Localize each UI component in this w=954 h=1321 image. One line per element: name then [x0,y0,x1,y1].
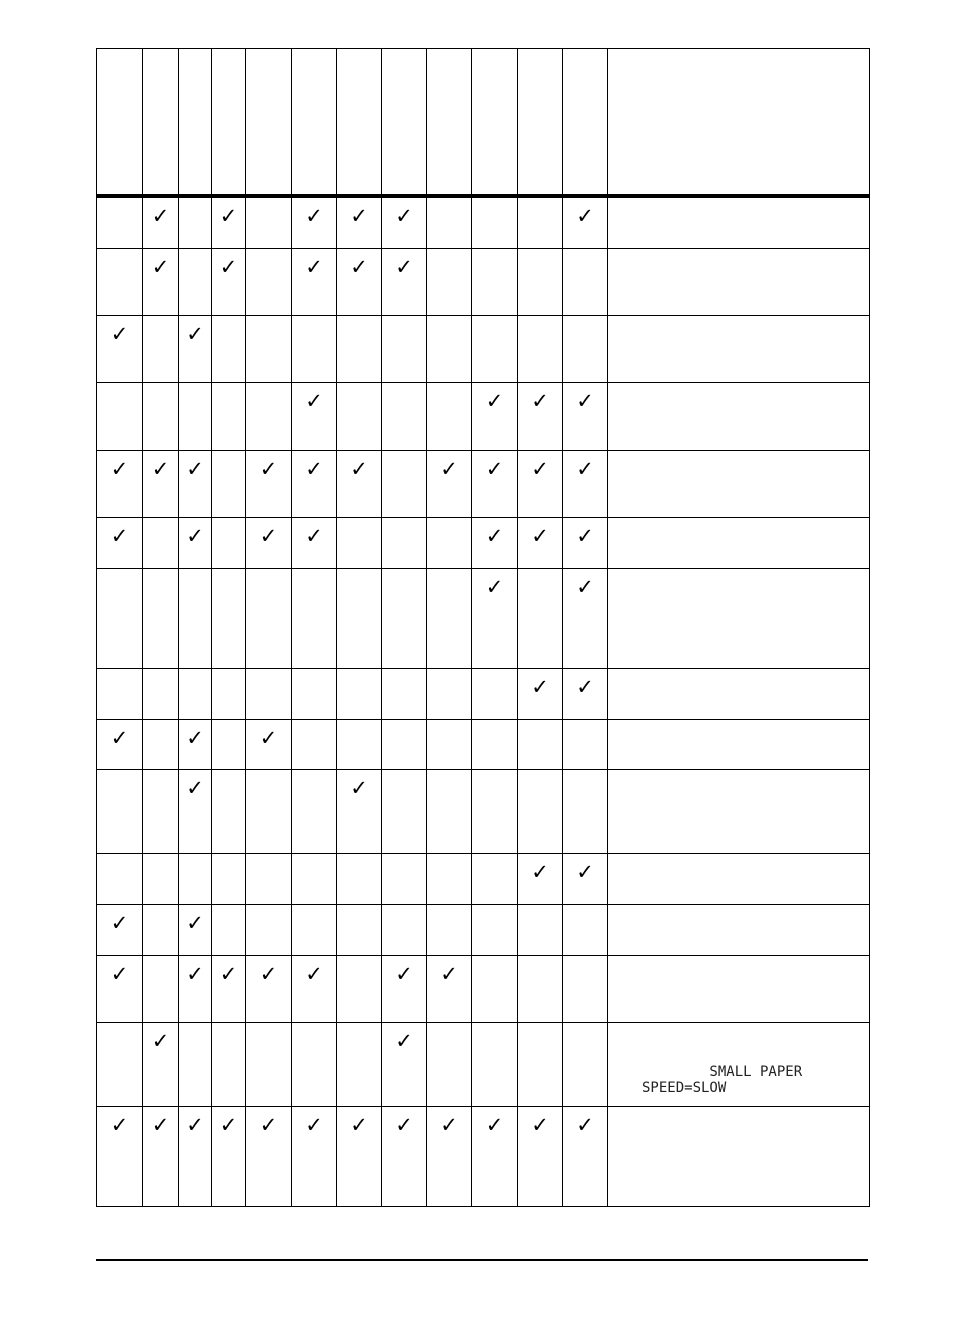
table-cell [212,568,246,668]
table-cell [427,196,472,248]
table-cell [179,955,212,1022]
table-cell [518,1106,563,1206]
checkmark-icon: ✓ [259,523,278,548]
checkmark-icon: ✓ [350,456,368,481]
table-cell [143,248,179,315]
table-cell [337,248,382,315]
table-cell [472,955,518,1022]
header-cell-col10 [472,49,518,197]
checkmark-icon: ✓ [151,254,170,279]
table-cell [179,196,212,248]
checkmark-icon: ✓ [151,456,170,481]
table-cell [472,1106,518,1206]
table-cell [143,1106,179,1206]
table-cell [382,248,427,315]
header-cell-description [608,49,870,197]
checkmark-icon: ✓ [110,910,129,935]
checkmark-icon: ✓ [350,204,368,228]
table-cell [563,668,608,719]
checkmark-icon: ✓ [151,204,170,228]
checkmark-icon: ✓ [259,456,278,481]
table-cell [292,196,337,248]
table-row [97,450,870,517]
checkmark-icon: ✓ [186,523,204,548]
checkmark-icon: ✓ [485,574,504,599]
table-cell [143,517,179,568]
checkmark-icon: ✓ [395,204,413,228]
table-cell [143,853,179,904]
table-cell [143,1022,179,1106]
description-cell [608,668,870,719]
header-cell-col11 [518,49,563,197]
table-cell [518,668,563,719]
table-cell [143,769,179,853]
table-cell [563,196,608,248]
table-cell [472,382,518,450]
table-row [97,382,870,450]
table-cell [97,1106,143,1206]
table-cell [427,1022,472,1106]
table-cell [179,248,212,315]
table-cell [472,517,518,568]
table-cell [246,853,292,904]
table-cell [563,904,608,955]
description-cell [608,1022,870,1106]
checkmark-icon: ✓ [485,523,504,548]
table-cell [472,248,518,315]
table-cell [179,315,212,382]
table-cell [246,568,292,668]
table-cell [382,1022,427,1106]
table-row [97,719,870,769]
table-cell [518,315,563,382]
checkmark-icon: ✓ [219,204,238,228]
table-cell [563,315,608,382]
checkmark-icon: ✓ [576,574,594,599]
table-cell [179,568,212,668]
checkmark-icon: ✓ [305,456,323,481]
description-cell [608,1106,870,1206]
table-cell [179,1022,212,1106]
checkmark-icon: ✓ [440,961,458,986]
checkmark-icon: ✓ [440,456,458,481]
table-row [97,668,870,719]
header-cell-col4 [212,49,246,197]
table-cell [518,904,563,955]
table-cell [563,719,608,769]
checkmark-icon: ✓ [531,859,549,884]
table-cell [337,196,382,248]
checkmark-icon: ✓ [395,1028,413,1053]
table-cell [427,853,472,904]
table-cell [427,719,472,769]
table-cell [212,196,246,248]
table-cell [518,1022,563,1106]
checkmark-icon: ✓ [576,456,594,481]
checkmark-icon: ✓ [110,523,129,548]
table-cell [472,668,518,719]
header-cell-col1 [97,49,143,197]
checkmark-icon: ✓ [110,321,129,346]
table-cell [472,719,518,769]
table-cell [382,568,427,668]
table-cell [518,719,563,769]
table-cell [292,568,337,668]
table-cell [292,955,337,1022]
checkmark-icon: ✓ [485,1112,504,1137]
table-cell [472,315,518,382]
table-cell [337,382,382,450]
table-cell [292,450,337,517]
checkmark-icon: ✓ [186,775,204,800]
header-cell-col12 [563,49,608,197]
table-cell [518,853,563,904]
table-cell [246,1022,292,1106]
table-cell [427,248,472,315]
table-cell [337,315,382,382]
table-cell [292,719,337,769]
table-cell [97,568,143,668]
table-cell [427,904,472,955]
description-cell [608,769,870,853]
header-cell-col3 [179,49,212,197]
table-cell [563,1022,608,1106]
checkmark-icon: ✓ [151,1112,170,1137]
table-cell [518,568,563,668]
checkmark-icon: ✓ [305,1112,323,1137]
table-cell [212,1022,246,1106]
table-cell [518,955,563,1022]
table-row [97,1106,870,1206]
description-cell [608,517,870,568]
table-cell [97,668,143,719]
table-cell [143,719,179,769]
table-cell [518,769,563,853]
table-cell [382,517,427,568]
checkmark-icon: ✓ [305,388,323,413]
table-cell [143,382,179,450]
checkmark-icon: ✓ [531,456,549,481]
table-cell [563,450,608,517]
checkmark-icon: ✓ [219,254,238,279]
table-cell [97,517,143,568]
table-cell [563,517,608,568]
table-cell [97,904,143,955]
table-cell [292,904,337,955]
table-cell [337,1022,382,1106]
table-cell [337,450,382,517]
checkmark-icon: ✓ [395,961,413,986]
description-cell [608,853,870,904]
table-cell [563,248,608,315]
table-cell [179,719,212,769]
table-cell [292,1106,337,1206]
checkmark-icon: ✓ [576,388,594,413]
header-cell-col5 [246,49,292,197]
table-cell [179,382,212,450]
table-cell [179,769,212,853]
description-cell [608,904,870,955]
table-cell [246,248,292,315]
table-cell [518,450,563,517]
table-cell [246,955,292,1022]
checkmark-icon: ✓ [531,674,549,699]
table-cell [382,450,427,517]
table-cell [563,382,608,450]
checkmark-icon: ✓ [186,910,204,935]
table-cell [246,668,292,719]
table-cell [212,382,246,450]
table-row [97,568,870,668]
table-cell [472,568,518,668]
table-cell [472,1022,518,1106]
table-cell [382,853,427,904]
checkmark-icon: ✓ [151,1028,170,1053]
table-cell [143,904,179,955]
table-cell [246,196,292,248]
header-row [97,49,870,197]
table-cell [427,315,472,382]
description-cell [608,315,870,382]
table-cell [427,1106,472,1206]
table-cell [97,315,143,382]
table-cell [212,904,246,955]
table-cell [427,382,472,450]
table-cell [382,769,427,853]
table-cell [292,382,337,450]
table-cell [472,196,518,248]
table-cell [382,382,427,450]
checkmark-icon: ✓ [485,456,504,481]
table-cell [427,450,472,517]
table-row [97,248,870,315]
table-cell [292,668,337,719]
checkmark-icon: ✓ [219,961,238,986]
table-cell [179,450,212,517]
description-cell [608,719,870,769]
table-cell [472,769,518,853]
table-cell [97,196,143,248]
table-row [97,517,870,568]
table-cell [427,955,472,1022]
checkmark-icon: ✓ [186,456,204,481]
table-row [97,769,870,853]
checkmark-icon: ✓ [259,725,278,750]
checkmark-icon: ✓ [110,961,129,986]
checkmark-icon: ✓ [305,961,323,986]
table-cell [143,196,179,248]
header-cell-col8 [382,49,427,197]
checkmark-icon: ✓ [110,725,129,750]
table-cell [337,1106,382,1206]
table-cell [382,955,427,1022]
table-row [97,955,870,1022]
table-cell [337,568,382,668]
table-cell [427,769,472,853]
description-cell [608,196,870,248]
table-cell [143,450,179,517]
table-cell [246,517,292,568]
table-cell [382,904,427,955]
table-cell [143,668,179,719]
table-cell [212,450,246,517]
control-panel-message [642,1064,802,1096]
checkmark-icon: ✓ [395,254,413,279]
table-cell [212,769,246,853]
message-line: SPEED=SLOW [642,1079,727,1096]
table-cell [212,955,246,1022]
table-cell [246,1106,292,1206]
table-cell [246,382,292,450]
table-cell [97,450,143,517]
checkmark-icon: ✓ [186,1112,204,1137]
table-cell [97,853,143,904]
table-cell [179,853,212,904]
table-cell [427,668,472,719]
checkmark-icon: ✓ [259,1112,278,1137]
table-cell [337,517,382,568]
table-cell [337,668,382,719]
checkmark-icon: ✓ [350,1112,368,1137]
table-cell [337,719,382,769]
table-cell [292,853,337,904]
checkmark-icon: ✓ [110,1112,129,1137]
table-cell [143,568,179,668]
table-cell [518,196,563,248]
header-cell-col2 [143,49,179,197]
footer-rule [96,1259,868,1261]
header-cell-col9 [427,49,472,197]
checkmark-icon: ✓ [395,1112,413,1137]
table-cell [427,517,472,568]
checkmark-icon: ✓ [576,1112,594,1137]
table-cell [246,450,292,517]
table-cell [563,769,608,853]
table-cell [382,1106,427,1206]
table-cell [246,719,292,769]
table-cell [563,568,608,668]
table-cell [563,853,608,904]
checkmark-icon: ✓ [576,523,594,548]
table-cell [212,1106,246,1206]
table-cell [179,1106,212,1206]
table-cell [382,196,427,248]
table-cell [337,853,382,904]
checkmark-icon: ✓ [576,674,594,699]
table-cell [563,1106,608,1206]
checkmark-icon: ✓ [350,775,368,800]
checkmark-icon: ✓ [186,321,204,346]
table-cell [212,853,246,904]
table-cell [97,382,143,450]
table-cell [179,517,212,568]
table-cell [246,769,292,853]
checkmark-icon: ✓ [531,388,549,413]
matrix-body [97,196,870,1206]
checkmark-icon: ✓ [576,859,594,884]
checkmark-icon: ✓ [350,254,368,279]
table-cell [246,315,292,382]
table-cell [212,248,246,315]
table-cell [212,315,246,382]
compatibility-matrix [96,48,870,1207]
header-cell-col7 [337,49,382,197]
checkmark-icon: ✓ [219,1112,238,1137]
table-cell [337,904,382,955]
table-cell [97,719,143,769]
table-cell [382,315,427,382]
checkmark-icon: ✓ [531,523,549,548]
table-cell [143,315,179,382]
table-cell [212,719,246,769]
table-cell [97,769,143,853]
table-cell [518,248,563,315]
table-cell [97,955,143,1022]
checkmark-icon: ✓ [485,388,504,413]
table-cell [472,450,518,517]
table-cell [212,668,246,719]
table-cell [292,517,337,568]
table-cell [97,248,143,315]
table-cell [518,517,563,568]
table-cell [427,568,472,668]
table-cell [518,382,563,450]
table-cell [292,769,337,853]
table-cell [563,955,608,1022]
description-cell [608,450,870,517]
table-cell [246,904,292,955]
checkmark-icon: ✓ [305,254,323,279]
checkmark-icon: ✓ [576,204,594,228]
table-cell [292,1022,337,1106]
table-row [97,315,870,382]
checkmark-icon: ✓ [305,523,323,548]
table-cell [472,904,518,955]
checkmark-icon: ✓ [305,204,323,228]
table-cell [143,955,179,1022]
table-row [97,1022,870,1106]
checkmark-icon: ✓ [440,1112,458,1137]
table-cell [292,315,337,382]
table-cell [292,248,337,315]
table-cell [179,904,212,955]
table-cell [97,1022,143,1106]
table-cell [337,769,382,853]
table-cell [472,853,518,904]
description-cell [608,955,870,1022]
table-row [97,853,870,904]
checkmark-icon: ✓ [110,456,129,481]
table-cell [382,719,427,769]
checkmark-icon: ✓ [186,725,204,750]
table-cell [212,517,246,568]
checkmark-icon: ✓ [259,961,278,986]
table-cell [179,668,212,719]
table-cell [337,955,382,1022]
description-cell [608,568,870,668]
message-line: SMALL PAPER [642,1063,803,1080]
checkmark-icon: ✓ [531,1112,549,1137]
header-cell-col6 [292,49,337,197]
table-row [97,904,870,955]
description-cell [608,248,870,315]
table-row [97,196,870,248]
checkmark-icon: ✓ [186,961,204,986]
table-cell [382,668,427,719]
description-cell [608,382,870,450]
